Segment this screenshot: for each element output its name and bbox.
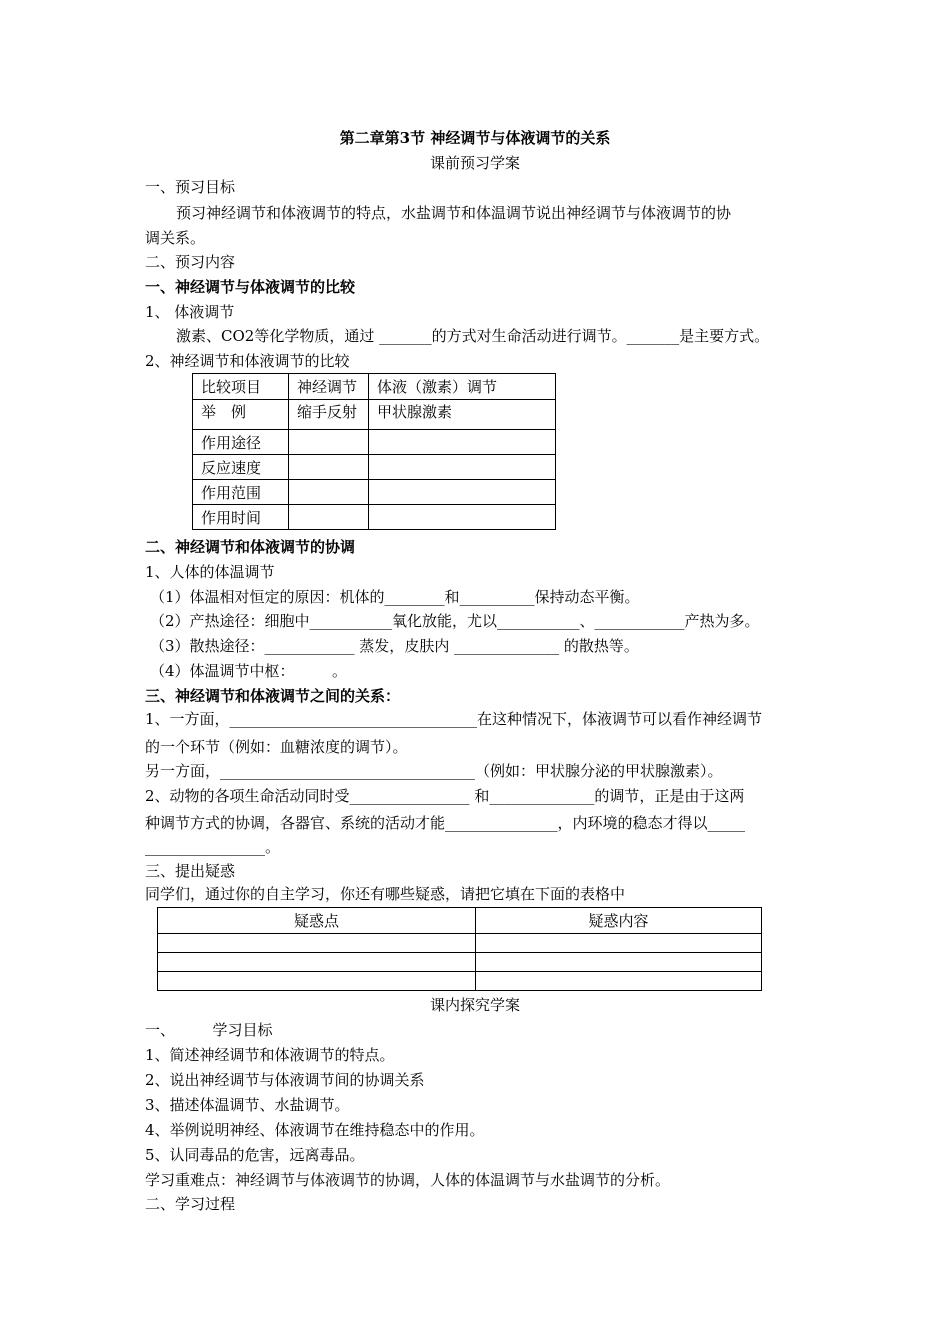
- learning-goal-item: 3、描述体温调节、水盐调节。: [145, 1096, 350, 1114]
- temperature-line-1: （1）体温相对恒定的原因：机体的________和__________保持动态平衡。: [150, 588, 640, 606]
- table-row: [158, 934, 762, 953]
- table-header-row: [158, 908, 762, 934]
- table-cell[interactable]: [369, 455, 556, 480]
- table-cell[interactable]: [369, 480, 556, 505]
- section-heading-learning-goals: 一、 学习目标: [145, 1021, 273, 1039]
- part-heading-relationship: 三、神经调节和体液调节之间的关系：: [145, 687, 401, 705]
- part-heading-coordination: 二、神经调节和体液调节的协调: [145, 538, 356, 556]
- learning-goal-item: 5、认同毒品的危害，远离毒品。: [145, 1146, 365, 1164]
- item-comparison-table-caption: 2、神经调节和体液调节的比较: [145, 352, 350, 370]
- table-cell[interactable]: [158, 953, 476, 972]
- table-row: [158, 953, 762, 972]
- in-class-subtitle: 课内探究学案: [429, 996, 520, 1014]
- table-row: [158, 972, 762, 991]
- section-heading-preview-goals: 一、预习目标: [145, 178, 236, 196]
- table-cell[interactable]: [369, 430, 556, 455]
- table-cell: 甲状腺激素: [369, 400, 556, 430]
- table-cell[interactable]: [289, 430, 369, 455]
- table-row: [193, 455, 556, 480]
- table-row: [193, 480, 556, 505]
- table-row: [193, 400, 556, 430]
- temperature-line-3: （3）散热途径：____________ 蒸发，皮肤内 ______________ 的散热等。: [150, 637, 639, 655]
- relationship-line-5: 种调节方式的协调，各器官、系统的活动才能_______________，内环境的稳态才得以_____: [145, 814, 746, 832]
- temperature-line-2: （2）产热途径：细胞中___________氧化放能，尤以___________、____________产热为多。: [150, 612, 760, 630]
- table-cell[interactable]: [289, 455, 369, 480]
- table-header-cell: 疑惑点: [158, 908, 476, 934]
- doubts-table: [157, 907, 762, 991]
- learning-goal-item: 2、说出神经调节与体液调节间的协调关系: [145, 1071, 425, 1089]
- table-header-cell: 疑惑内容: [476, 908, 762, 934]
- humoral-regulation-text: 激素、CO2等化学物质，通过 _______的方式对生命活动进行调节。_______是主要方式。: [176, 327, 770, 345]
- learning-goal-item: 1、简述神经调节和体液调节的特点。: [145, 1046, 395, 1064]
- table-cell[interactable]: [369, 505, 556, 530]
- questions-instruction: 同学们，通过你的自主学习，你还有哪些疑惑，请把它填在下面的表格中: [145, 885, 626, 903]
- learning-goal-item: 4、举例说明神经、体液调节在维持稳态中的作用。: [145, 1121, 485, 1139]
- relationship-line-2: 的一个环节（例如：血糖浓度的调节）。: [145, 738, 408, 756]
- relationship-line-1: 1、一方面，_________________________________在这种情况下，体液调节可以看作神经调节: [145, 710, 763, 728]
- table-cell[interactable]: [476, 953, 762, 972]
- relationship-line-4: 2、动物的各项生命活动同时受________________ 和______________的调节，正是由于这两: [145, 787, 745, 805]
- table-header-row: [193, 374, 556, 400]
- table-cell[interactable]: [158, 934, 476, 953]
- item-humoral-regulation: 1、 体液调节: [145, 303, 235, 321]
- table-cell[interactable]: [476, 934, 762, 953]
- key-difficult-points: 学习重难点：神经调节与体液调节的协调，人体的体温调节与水盐调节的分析。: [145, 1171, 671, 1189]
- section-heading-learning-process: 二、学习过程: [145, 1195, 236, 1213]
- relationship-line-6: ________________。: [145, 838, 281, 856]
- table-cell: 反应速度: [193, 455, 289, 480]
- pre-class-subtitle: 课前预习学案: [429, 154, 520, 172]
- relationship-line-3: 另一方面，__________________________________（例如：甲状腺分泌的甲状腺激素）。: [145, 762, 723, 780]
- table-cell: 作用时间: [193, 505, 289, 530]
- item-body-temperature: 1、人体的体温调节: [145, 563, 275, 581]
- table-cell[interactable]: [476, 972, 762, 991]
- table-header-cell: 神经调节: [289, 374, 369, 400]
- table-row: [193, 430, 556, 455]
- table-cell: 作用途径: [193, 430, 289, 455]
- table-cell[interactable]: [289, 505, 369, 530]
- table-header-cell: 体液（激素）调节: [369, 374, 556, 400]
- section-heading-preview-content: 二、预习内容: [145, 253, 236, 271]
- temperature-line-4: （4）体温调节中枢： 。: [150, 662, 348, 680]
- preview-goals-text-cont: 调关系。: [145, 229, 206, 247]
- table-cell[interactable]: [289, 480, 369, 505]
- part-heading-comparison: 一、神经调节与体液调节的比较: [145, 278, 356, 296]
- table-header-cell: 比较项目: [193, 374, 289, 400]
- preview-goals-text: 预习神经调节和体液调节的特点，水盐调节和体温调节说出神经调节与体液调节的协: [176, 204, 732, 222]
- comparison-table: [192, 373, 556, 530]
- table-cell[interactable]: [158, 972, 476, 991]
- table-cell: 作用范围: [193, 480, 289, 505]
- table-cell: 缩手反射: [289, 400, 369, 430]
- table-cell: 举 例: [193, 400, 289, 430]
- page-title: 第二章第3节 神经调节与体液调节的关系: [339, 129, 611, 147]
- section-heading-questions: 三、提出疑惑: [145, 862, 236, 880]
- table-row: [193, 505, 556, 530]
